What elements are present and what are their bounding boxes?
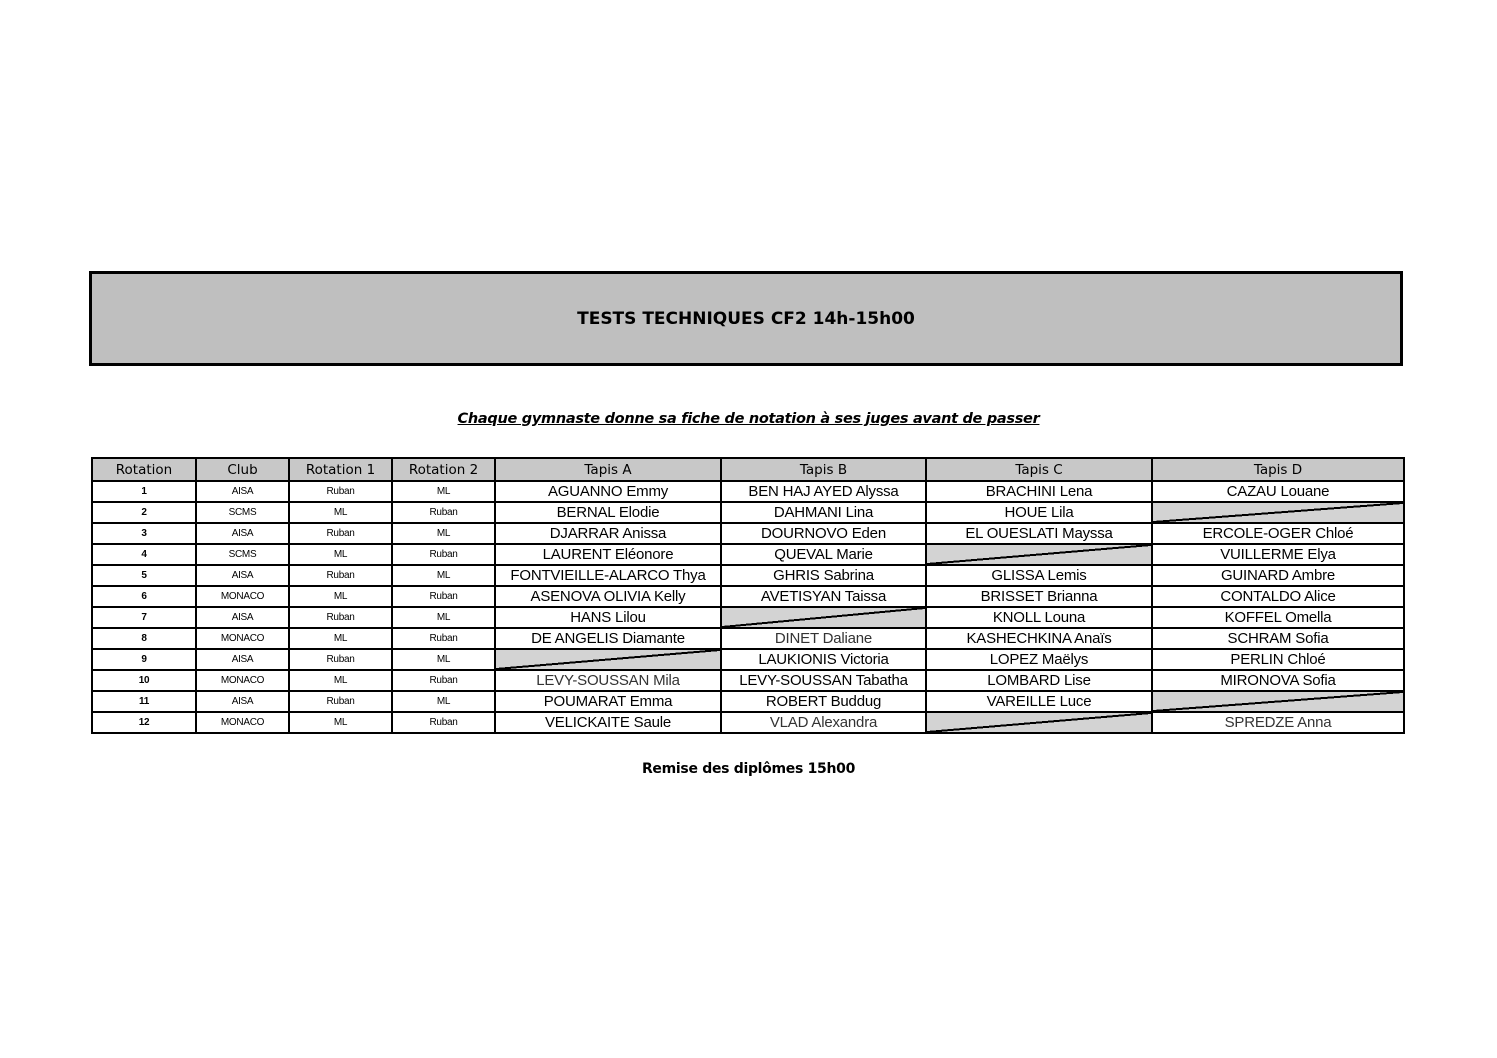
club-cell: MONACO <box>196 628 289 649</box>
rotation1-cell: ML <box>289 502 392 523</box>
rotation-cell: 2 <box>92 502 196 523</box>
rotation2-cell: ML <box>392 481 495 502</box>
tapis-b-cell: DOURNOVO Eden <box>721 523 926 544</box>
column-header: Tapis D <box>1152 458 1404 481</box>
empty-slot-cell <box>1152 502 1404 523</box>
tapis-c-cell: BRACHINI Lena <box>926 481 1152 502</box>
column-header: Rotation 2 <box>392 458 495 481</box>
tapis-d-cell: ERCOLE-OGER Chloé <box>1152 523 1404 544</box>
club-cell: AISA <box>196 481 289 502</box>
rotation1-cell: Ruban <box>289 691 392 712</box>
table-row <box>92 607 1404 628</box>
table-header-row <box>92 458 1404 481</box>
table-row <box>92 544 1404 565</box>
empty-slot-cell <box>926 712 1152 733</box>
empty-slot-cell <box>926 544 1152 565</box>
rotation-cell: 12 <box>92 712 196 733</box>
rotation2-cell: ML <box>392 565 495 586</box>
rotation1-cell: ML <box>289 712 392 733</box>
tapis-b-cell: AVETISYAN Taissa <box>721 586 926 607</box>
rotation2-cell: ML <box>392 691 495 712</box>
rotation-cell: 4 <box>92 544 196 565</box>
tapis-b-cell: DINET Daliane <box>721 628 926 649</box>
club-cell: MONACO <box>196 670 289 691</box>
tapis-a-cell: ASENOVA OLIVIA Kelly <box>495 586 721 607</box>
rotation-cell: 6 <box>92 586 196 607</box>
tapis-a-cell: DE ANGELIS Diamante <box>495 628 721 649</box>
tapis-a-cell: BERNAL Elodie <box>495 502 721 523</box>
club-cell: MONACO <box>196 586 289 607</box>
table-row <box>92 586 1404 607</box>
rotation-cell: 9 <box>92 649 196 670</box>
tapis-d-cell: GUINARD Ambre <box>1152 565 1404 586</box>
tapis-a-cell: LEVY-SOUSSAN Mila <box>495 670 721 691</box>
rotation1-cell: ML <box>289 586 392 607</box>
tapis-b-cell: QUEVAL Marie <box>721 544 926 565</box>
table-row <box>92 712 1404 733</box>
rotation1-cell: Ruban <box>289 523 392 544</box>
table-row <box>92 649 1404 670</box>
empty-slot-cell <box>1152 691 1404 712</box>
tapis-c-cell: EL OUESLATI Mayssa <box>926 523 1152 544</box>
tapis-c-cell: LOMBARD Lise <box>926 670 1152 691</box>
table-row <box>92 565 1404 586</box>
rotation2-cell: ML <box>392 607 495 628</box>
instruction-text: Chaque gymnaste donne sa fiche de notation à ses juges avant de passer <box>457 411 1040 427</box>
rotation1-cell: Ruban <box>289 481 392 502</box>
table-body <box>92 481 1404 733</box>
rotation-cell: 11 <box>92 691 196 712</box>
tapis-c-cell: KASHECHKINA Anaïs <box>926 628 1152 649</box>
rotation-cell: 7 <box>92 607 196 628</box>
tapis-a-cell: HANS Lilou <box>495 607 721 628</box>
tapis-c-cell: BRISSET Brianna <box>926 586 1152 607</box>
tapis-d-cell: SCHRAM Sofia <box>1152 628 1404 649</box>
rotation2-cell: Ruban <box>392 670 495 691</box>
rotation1-cell: Ruban <box>289 649 392 670</box>
tapis-b-cell: BEN HAJ AYED Alyssa <box>721 481 926 502</box>
rotation2-cell: Ruban <box>392 544 495 565</box>
tapis-d-cell: VUILLERME Elya <box>1152 544 1404 565</box>
tapis-d-cell: CAZAU Louane <box>1152 481 1404 502</box>
table-row <box>92 691 1404 712</box>
rotation2-cell: Ruban <box>392 628 495 649</box>
table-row <box>92 670 1404 691</box>
club-cell: AISA <box>196 607 289 628</box>
empty-slot-cell <box>495 649 721 670</box>
club-cell: AISA <box>196 691 289 712</box>
rotation1-cell: ML <box>289 670 392 691</box>
rotation-cell: 8 <box>92 628 196 649</box>
tapis-b-cell: ROBERT Buddug <box>721 691 926 712</box>
column-header: Tapis B <box>721 458 926 481</box>
tapis-b-cell: GHRIS Sabrina <box>721 565 926 586</box>
tapis-c-cell: KNOLL Louna <box>926 607 1152 628</box>
club-cell: AISA <box>196 565 289 586</box>
tapis-d-cell: CONTALDO Alice <box>1152 586 1404 607</box>
club-cell: SCMS <box>196 502 289 523</box>
rotation-cell: 1 <box>92 481 196 502</box>
tapis-c-cell: LOPEZ Maëlys <box>926 649 1152 670</box>
page-title: TESTS TECHNIQUES CF2 14h-15h00 <box>577 308 915 329</box>
rotation-cell: 10 <box>92 670 196 691</box>
rotation2-cell: ML <box>392 649 495 670</box>
tapis-c-cell: GLISSA Lemis <box>926 565 1152 586</box>
tapis-b-cell: DAHMANI Lina <box>721 502 926 523</box>
table-row <box>92 502 1404 523</box>
table-row <box>92 523 1404 544</box>
column-header: Tapis A <box>495 458 721 481</box>
tapis-a-cell: AGUANNO Emmy <box>495 481 721 502</box>
club-cell: AISA <box>196 649 289 670</box>
empty-slot-cell <box>721 607 926 628</box>
tapis-c-cell: HOUE Lila <box>926 502 1152 523</box>
tapis-d-cell: KOFFEL Omella <box>1152 607 1404 628</box>
schedule-table <box>91 457 1405 734</box>
club-cell: SCMS <box>196 544 289 565</box>
rotation1-cell: Ruban <box>289 565 392 586</box>
tapis-d-cell: MIRONOVA Sofia <box>1152 670 1404 691</box>
table-row <box>92 628 1404 649</box>
tapis-a-cell: LAURENT Eléonore <box>495 544 721 565</box>
rotation1-cell: ML <box>289 544 392 565</box>
club-cell: MONACO <box>196 712 289 733</box>
column-header: Rotation 1 <box>289 458 392 481</box>
tapis-b-cell: LEVY-SOUSSAN Tabatha <box>721 670 926 691</box>
tapis-a-cell: DJARRAR Anissa <box>495 523 721 544</box>
tapis-a-cell: VELICKAITE Saule <box>495 712 721 733</box>
rotation-cell: 5 <box>92 565 196 586</box>
rotation2-cell: Ruban <box>392 712 495 733</box>
rotation2-cell: Ruban <box>392 502 495 523</box>
table-row <box>92 481 1404 502</box>
column-header: Club <box>196 458 289 481</box>
rotation2-cell: ML <box>392 523 495 544</box>
tapis-a-cell: POUMARAT Emma <box>495 691 721 712</box>
tapis-c-cell: VAREILLE Luce <box>926 691 1152 712</box>
footer-note: Remise des diplômes 15h00 <box>641 761 856 777</box>
club-cell: AISA <box>196 523 289 544</box>
column-header: Tapis C <box>926 458 1152 481</box>
title-banner <box>89 271 1403 366</box>
tapis-a-cell: FONTVIEILLE-ALARCO Thya <box>495 565 721 586</box>
rotation2-cell: Ruban <box>392 586 495 607</box>
tapis-b-cell: VLAD Alexandra <box>721 712 926 733</box>
tapis-d-cell: SPREDZE Anna <box>1152 712 1404 733</box>
column-header: Rotation <box>92 458 196 481</box>
tapis-b-cell: LAUKIONIS Victoria <box>721 649 926 670</box>
rotation1-cell: Ruban <box>289 607 392 628</box>
tapis-d-cell: PERLIN Chloé <box>1152 649 1404 670</box>
rotation1-cell: ML <box>289 628 392 649</box>
rotation-cell: 3 <box>92 523 196 544</box>
